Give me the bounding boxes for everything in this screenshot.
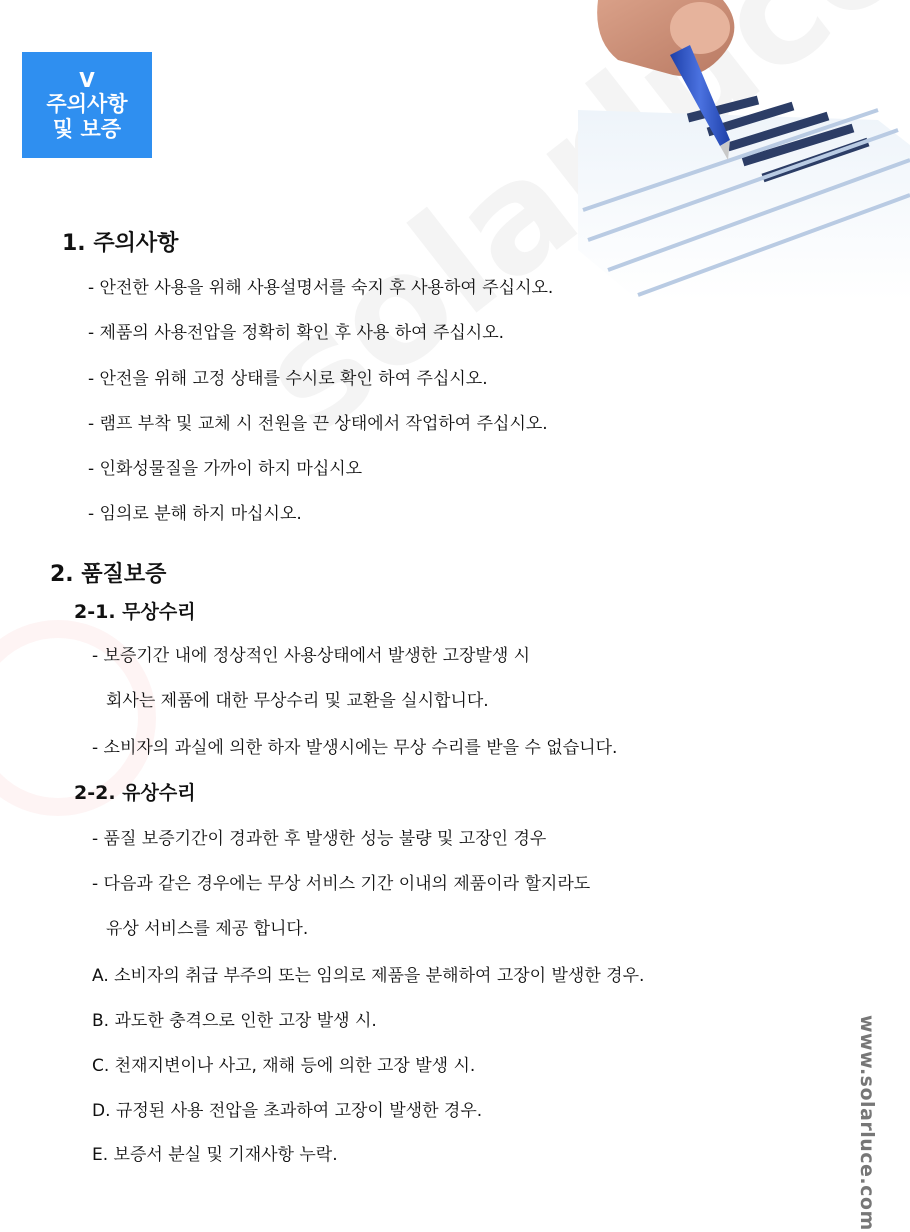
paid-case-d: D. 규정된 사용 전압을 초과하여 고장이 발생한 경우. xyxy=(92,1101,483,1121)
paid-case-c: C. 천재지변이나 사고, 재해 등에 의한 고장 발생 시. xyxy=(92,1056,476,1076)
hand-pen-document-image xyxy=(578,0,910,310)
caution-item-6: - 임의로 분해 하지 마십시오. xyxy=(88,504,302,524)
caution-item-2: - 제품의 사용전압을 정확히 확인 후 사용 하여 주십시오. xyxy=(88,323,505,343)
free-repair-line-3: - 소비자의 과실에 의한 하자 발생시에는 무상 수리를 받을 수 없습니다. xyxy=(92,738,618,758)
badge-line2: 및 보증 xyxy=(52,117,122,141)
paid-repair-line-2: - 다음과 같은 경우에는 무상 서비스 기간 이내의 제품이라 할지라도 xyxy=(92,874,591,894)
paid-case-b: B. 과도한 충격으로 인한 고장 발생 시. xyxy=(92,1011,377,1031)
caution-item-5: - 인화성물질을 가까이 하지 마십시오 xyxy=(88,459,363,479)
section2-title: 2. 품질보증 xyxy=(50,562,167,587)
free-repair-line-1: - 보증기간 내에 정상적인 사용상태에서 발생한 고장발생 시 xyxy=(92,646,531,666)
section-badge xyxy=(22,52,152,158)
paid-case-e: E. 보증서 분실 및 기재사항 누락. xyxy=(92,1145,338,1165)
paid-repair-title: 2-2. 유상수리 xyxy=(74,782,196,804)
section1-title: 1. 주의사항 xyxy=(62,231,179,256)
badge-line1: 주의사항 xyxy=(46,91,128,116)
free-repair-line-2: 회사는 제품에 대한 무상수리 및 교환을 실시합니다. xyxy=(106,691,489,711)
caution-item-1: - 안전한 사용을 위해 사용설명서를 숙지 후 사용하여 주십시오. xyxy=(88,278,554,298)
badge-numeral: V xyxy=(79,67,95,92)
paid-case-a: A. 소비자의 취급 부주의 또는 임의로 제품을 분해하여 고장이 발생한 경우. xyxy=(92,966,645,986)
paid-repair-line-1: - 품질 보증기간이 경과한 후 발생한 성능 불량 및 고장인 경우 xyxy=(92,829,547,849)
caution-item-3: - 안전을 위해 고정 상태를 수시로 확인 하여 주십시오. xyxy=(88,369,488,389)
free-repair-title: 2-1. 무상수리 xyxy=(74,601,196,623)
caution-item-4: - 램프 부착 및 교체 시 전원을 끈 상태에서 작업하여 주십시오. xyxy=(88,414,548,434)
website-url: www.solarluce.com xyxy=(856,1015,878,1231)
paid-repair-line-3: 유상 서비스를 제공 합니다. xyxy=(106,919,309,939)
